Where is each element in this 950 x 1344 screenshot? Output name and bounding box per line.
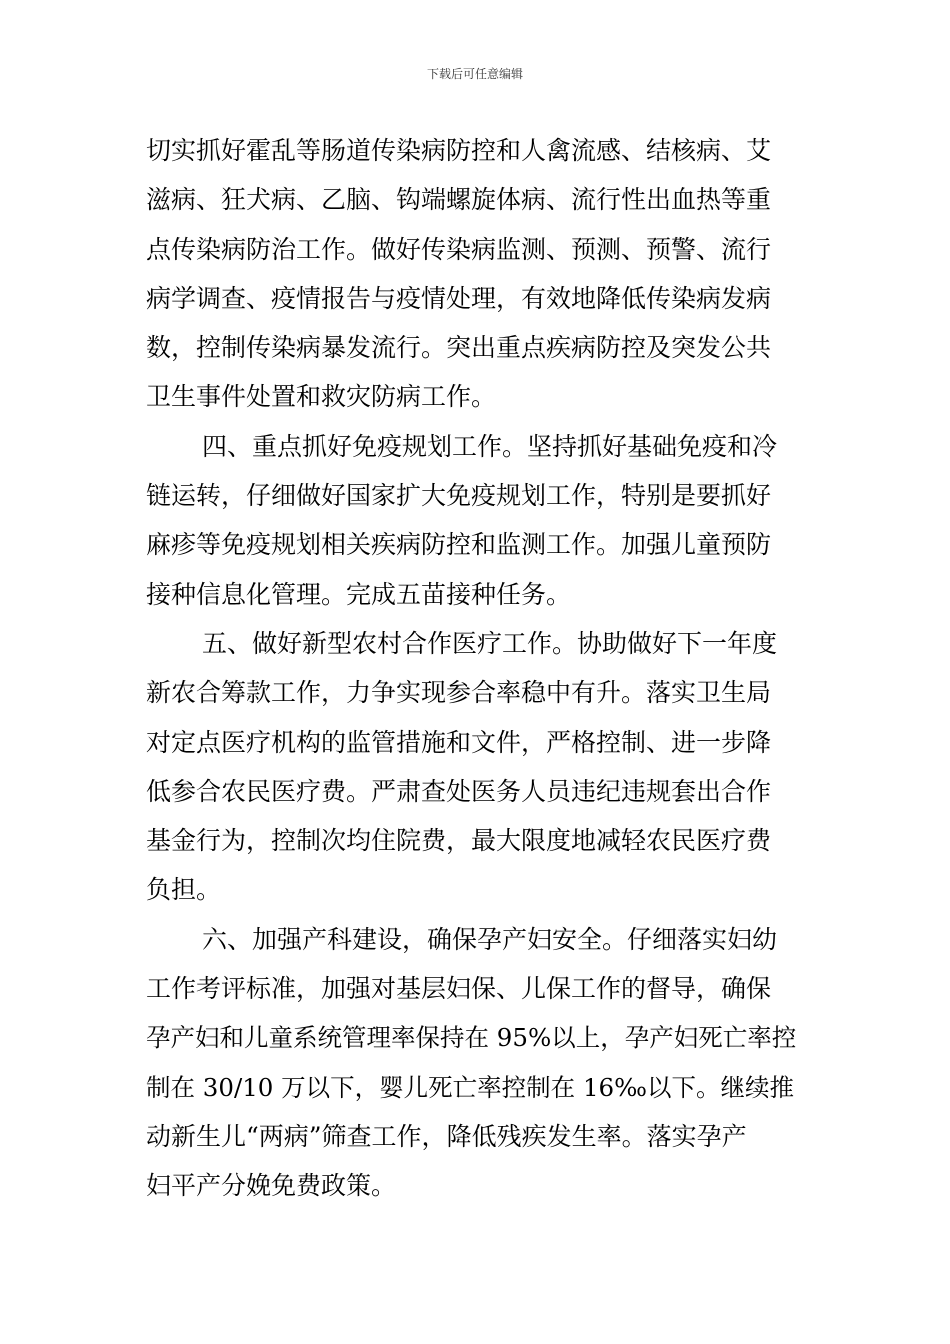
text-line: 链运转，仔细做好国家扩大免疫规划工作，特别是要抓好 <box>146 481 772 511</box>
text-line: 五、做好新型农村合作医疗工作。协助做好下一年度 <box>202 628 778 658</box>
document-body <box>146 126 804 1211</box>
text-line: 滋病、狂犬病、乙脑、钩端螺旋体病、流行性出血热等重 <box>146 185 772 215</box>
text-line: 孕产妇和儿童系统管理率保持在 95%以上，孕产妇死亡率控 <box>146 1023 797 1053</box>
paragraph-4 <box>146 915 804 1211</box>
text-line: 接种信息化管理。完成五苗接种任务。 <box>146 579 572 609</box>
text-line: 新农合筹款工作，力争实现参合率稳中有升。落实卫生局 <box>146 678 772 708</box>
text-line: 对定点医疗机构的监管措施和文件，严格控制、进一步降 <box>146 727 772 757</box>
text-line: 病学调查、疫情报告与疫情处理，有效地降低传染病发病 <box>146 283 772 313</box>
text-line: 数，控制传染病暴发流行。突出重点疾病防控及突发公共 <box>146 333 772 363</box>
text-line: 制在 30/10 万以下，婴儿死亡率控制在 16‰以下。继续推 <box>146 1072 795 1102</box>
text-line: 点传染病防治工作。做好传染病监测、预测、预警、流行 <box>146 234 772 264</box>
paragraph-2 <box>146 422 804 619</box>
text-line: 低参合农民医疗费。严肃查处医务人员违纪违规套出合作 <box>146 776 772 806</box>
paragraph-1 <box>146 126 804 422</box>
page-header: 下载后可任意编辑 <box>426 67 523 81</box>
text-line: 妇平产分娩免费政策。 <box>146 1171 397 1201</box>
text-line: 工作考评标准，加强对基层妇保、儿保工作的督导，确保 <box>146 974 772 1004</box>
text-line: 麻疹等免疫规划相关疾病防控和监测工作。加强儿童预防 <box>146 530 772 560</box>
text-line: 动新生儿“两病”筛查工作，降低残疾发生率。落实孕产 <box>146 1121 747 1151</box>
text-line: 卫生事件处置和救灾防病工作。 <box>146 382 497 412</box>
text-line: 四、重点抓好免疫规划工作。坚持抓好基础免疫和冷 <box>202 431 778 461</box>
text-line: 六、加强产科建设，确保孕产妇安全。仔细落实妇幼 <box>202 924 778 954</box>
text-line: 负担。 <box>146 875 222 905</box>
text-line: 基金行为，控制次均住院费，最大限度地减轻农民医疗费 <box>146 826 772 856</box>
text-line: 切实抓好霍乱等肠道传染病防控和人禽流感、结核病、艾 <box>146 136 772 165</box>
paragraph-3 <box>146 619 804 915</box>
